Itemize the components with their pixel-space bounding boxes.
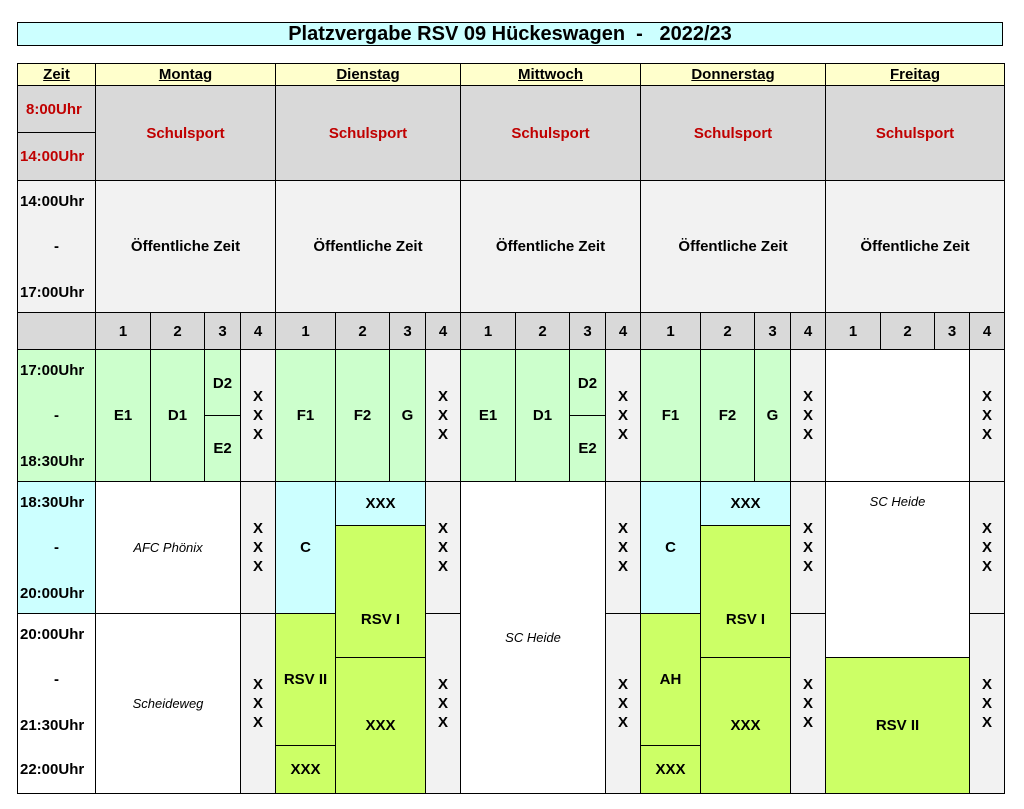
oeffentlich-freitag: Öffentliche Zeit	[825, 180, 1005, 313]
slot-di-f2: F2	[335, 349, 390, 482]
x-mark: X	[802, 695, 813, 712]
blocked-di-1	[425, 349, 461, 482]
oeffentlich-montag: Öffentliche Zeit	[95, 180, 276, 313]
x-mark: X	[437, 407, 448, 424]
time-1830-a: 18:30Uhr	[20, 453, 85, 470]
field-num: 3	[569, 312, 606, 350]
time-1400-b: 14:00Uhr	[20, 193, 85, 210]
field-num: 2	[150, 312, 205, 350]
field-num: 1	[640, 312, 701, 350]
time-2000-b: 20:00Uhr	[20, 626, 85, 643]
slot-do-xxx-late: XXX	[640, 745, 701, 794]
x-mark: X	[617, 558, 628, 575]
time-dash: -	[54, 407, 59, 424]
schulsport-freitag: Schulsport	[825, 85, 1005, 181]
x-mark: X	[802, 558, 813, 575]
time-1700-b: 17:00Uhr	[20, 362, 85, 379]
blocked-do-3	[790, 613, 826, 794]
x-mark: X	[617, 695, 628, 712]
blocked-mo-2	[240, 481, 276, 614]
time-1400-a: 14:00Uhr	[17, 132, 96, 181]
x-mark: X	[437, 520, 448, 537]
time-2200: 22:00Uhr	[20, 761, 85, 778]
x-mark: X	[802, 520, 813, 537]
time-2000-a: 20:00Uhr	[20, 585, 85, 602]
field-num: 2	[335, 312, 390, 350]
blocked-fr-3	[969, 613, 1005, 794]
field-num: 4	[605, 312, 641, 350]
slot-fr-rsv2: RSV II	[825, 657, 970, 794]
x-mark: X	[252, 539, 263, 556]
blocked-di-3	[425, 613, 461, 794]
blocked-fr-2	[969, 481, 1005, 614]
time-cell-1830	[17, 481, 96, 614]
x-mark: X	[981, 426, 992, 443]
field-num: 4	[790, 312, 826, 350]
slot-mo-d1: D1	[150, 349, 205, 482]
slot-mo-e1: E1	[95, 349, 151, 482]
field-num: 1	[275, 312, 336, 350]
slot-mi-d2: D2	[569, 349, 606, 416]
field-num: 1	[825, 312, 881, 350]
blocked-fr-1	[969, 349, 1005, 482]
slot-mo-e2: E2	[204, 415, 241, 482]
slot-do-g: G	[754, 349, 791, 482]
blocked-mi-1	[605, 349, 641, 482]
slot-di-f1: F1	[275, 349, 336, 482]
field-num: 3	[204, 312, 241, 350]
time-cell-2000	[17, 613, 96, 794]
oeffentlich-mittwoch: Öffentliche Zeit	[460, 180, 641, 313]
slot-di-xxx-late: XXX	[275, 745, 336, 794]
time-2130: 21:30Uhr	[20, 717, 85, 734]
x-mark: X	[437, 426, 448, 443]
field-num: 4	[969, 312, 1005, 350]
schulsport-mittwoch: Schulsport	[460, 85, 641, 181]
x-mark: X	[981, 539, 992, 556]
oeffentlich-donnerstag: Öffentliche Zeit	[640, 180, 826, 313]
slot-di-xxx-2: XXX	[335, 657, 426, 794]
x-mark: X	[981, 714, 992, 731]
x-mark: X	[252, 695, 263, 712]
time-dash: -	[54, 539, 59, 556]
x-mark: X	[252, 388, 263, 405]
blocked-do-1	[790, 349, 826, 482]
blocked-mo-3	[240, 613, 276, 794]
slot-mo-d2: D2	[204, 349, 241, 416]
oeffentlich-dienstag: Öffentliche Zeit	[275, 180, 461, 313]
header-dienstag: Dienstag	[275, 63, 461, 86]
x-mark: X	[617, 388, 628, 405]
x-mark: X	[981, 388, 992, 405]
slot-mo-afc: AFC Phönix	[95, 481, 241, 614]
field-num: 1	[95, 312, 151, 350]
blocked-do-2	[790, 481, 826, 614]
x-mark: X	[981, 407, 992, 424]
slot-fr-scheide: SC Heide	[825, 481, 970, 658]
time-dash: -	[54, 238, 59, 255]
time-cell-oeffentlich	[17, 180, 96, 313]
page-title: Platzvergabe RSV 09 Hückeswagen - 2022/23	[17, 22, 1003, 46]
field-num: 4	[240, 312, 276, 350]
time-dash: -	[54, 671, 59, 688]
slot-do-c: C	[640, 481, 701, 614]
x-mark: X	[617, 714, 628, 731]
slot-do-f1: F1	[640, 349, 701, 482]
slot-di-g: G	[389, 349, 426, 482]
x-mark: X	[252, 426, 263, 443]
header-donnerstag: Donnerstag	[640, 63, 826, 86]
x-mark: X	[252, 520, 263, 537]
x-mark: X	[252, 407, 263, 424]
blocked-di-2	[425, 481, 461, 614]
time-1830-b: 18:30Uhr	[20, 494, 85, 511]
slot-do-rsv1: RSV I	[700, 525, 791, 658]
slot-do-f2: F2	[700, 349, 755, 482]
x-mark: X	[617, 426, 628, 443]
blocked-mi-3	[605, 613, 641, 794]
header-mittwoch: Mittwoch	[460, 63, 641, 86]
slot-fr-empty	[825, 349, 970, 482]
x-mark: X	[981, 695, 992, 712]
slot-do-xxx-2: XXX	[700, 657, 791, 794]
x-mark: X	[437, 539, 448, 556]
slot-di-rsv2: RSV II	[275, 613, 336, 746]
field-num: 3	[934, 312, 970, 350]
x-mark: X	[437, 676, 448, 693]
slot-di-rsv1: RSV I	[335, 525, 426, 658]
x-mark: X	[617, 407, 628, 424]
slot-mo-scheideweg: Scheideweg	[95, 613, 241, 794]
x-mark: X	[437, 695, 448, 712]
slot-do-xxx: XXX	[700, 481, 791, 526]
x-mark: X	[802, 388, 813, 405]
time-cell-1700	[17, 349, 96, 482]
x-mark: X	[802, 407, 813, 424]
field-num: 2	[880, 312, 935, 350]
header-freitag: Freitag	[825, 63, 1005, 86]
header-zeit: Zeit	[17, 63, 96, 86]
x-mark: X	[617, 676, 628, 693]
x-mark: X	[252, 714, 263, 731]
schulsport-montag: Schulsport	[95, 85, 276, 181]
time-1700-a: 17:00Uhr	[20, 284, 85, 301]
header-montag: Montag	[95, 63, 276, 86]
x-mark: X	[437, 558, 448, 575]
slot-mi-d1: D1	[515, 349, 570, 482]
field-num: 2	[515, 312, 570, 350]
blocked-mo-1	[240, 349, 276, 482]
x-mark: X	[617, 520, 628, 537]
x-mark: X	[802, 676, 813, 693]
slot-mi-scheide: SC Heide	[460, 481, 606, 794]
schulsport-donnerstag: Schulsport	[640, 85, 826, 181]
blocked-mi-2	[605, 481, 641, 614]
field-num: 3	[389, 312, 426, 350]
field-num: 2	[700, 312, 755, 350]
x-mark: X	[981, 520, 992, 537]
field-num: 1	[460, 312, 516, 350]
field-num: 3	[754, 312, 791, 350]
slot-do-ah: AH	[640, 613, 701, 746]
x-mark: X	[981, 558, 992, 575]
x-mark: X	[802, 714, 813, 731]
x-mark: X	[617, 539, 628, 556]
field-header-empty	[17, 312, 96, 350]
slot-di-c: C	[275, 481, 336, 614]
slot-mi-e1: E1	[460, 349, 516, 482]
x-mark: X	[802, 426, 813, 443]
x-mark: X	[981, 676, 992, 693]
schulsport-dienstag: Schulsport	[275, 85, 461, 181]
x-mark: X	[252, 676, 263, 693]
slot-di-xxx: XXX	[335, 481, 426, 526]
x-mark: X	[802, 539, 813, 556]
time-800: 8:00Uhr	[17, 85, 96, 133]
slot-mi-e2: E2	[569, 415, 606, 482]
x-mark: X	[437, 388, 448, 405]
x-mark: X	[437, 714, 448, 731]
x-mark: X	[252, 558, 263, 575]
field-num: 4	[425, 312, 461, 350]
